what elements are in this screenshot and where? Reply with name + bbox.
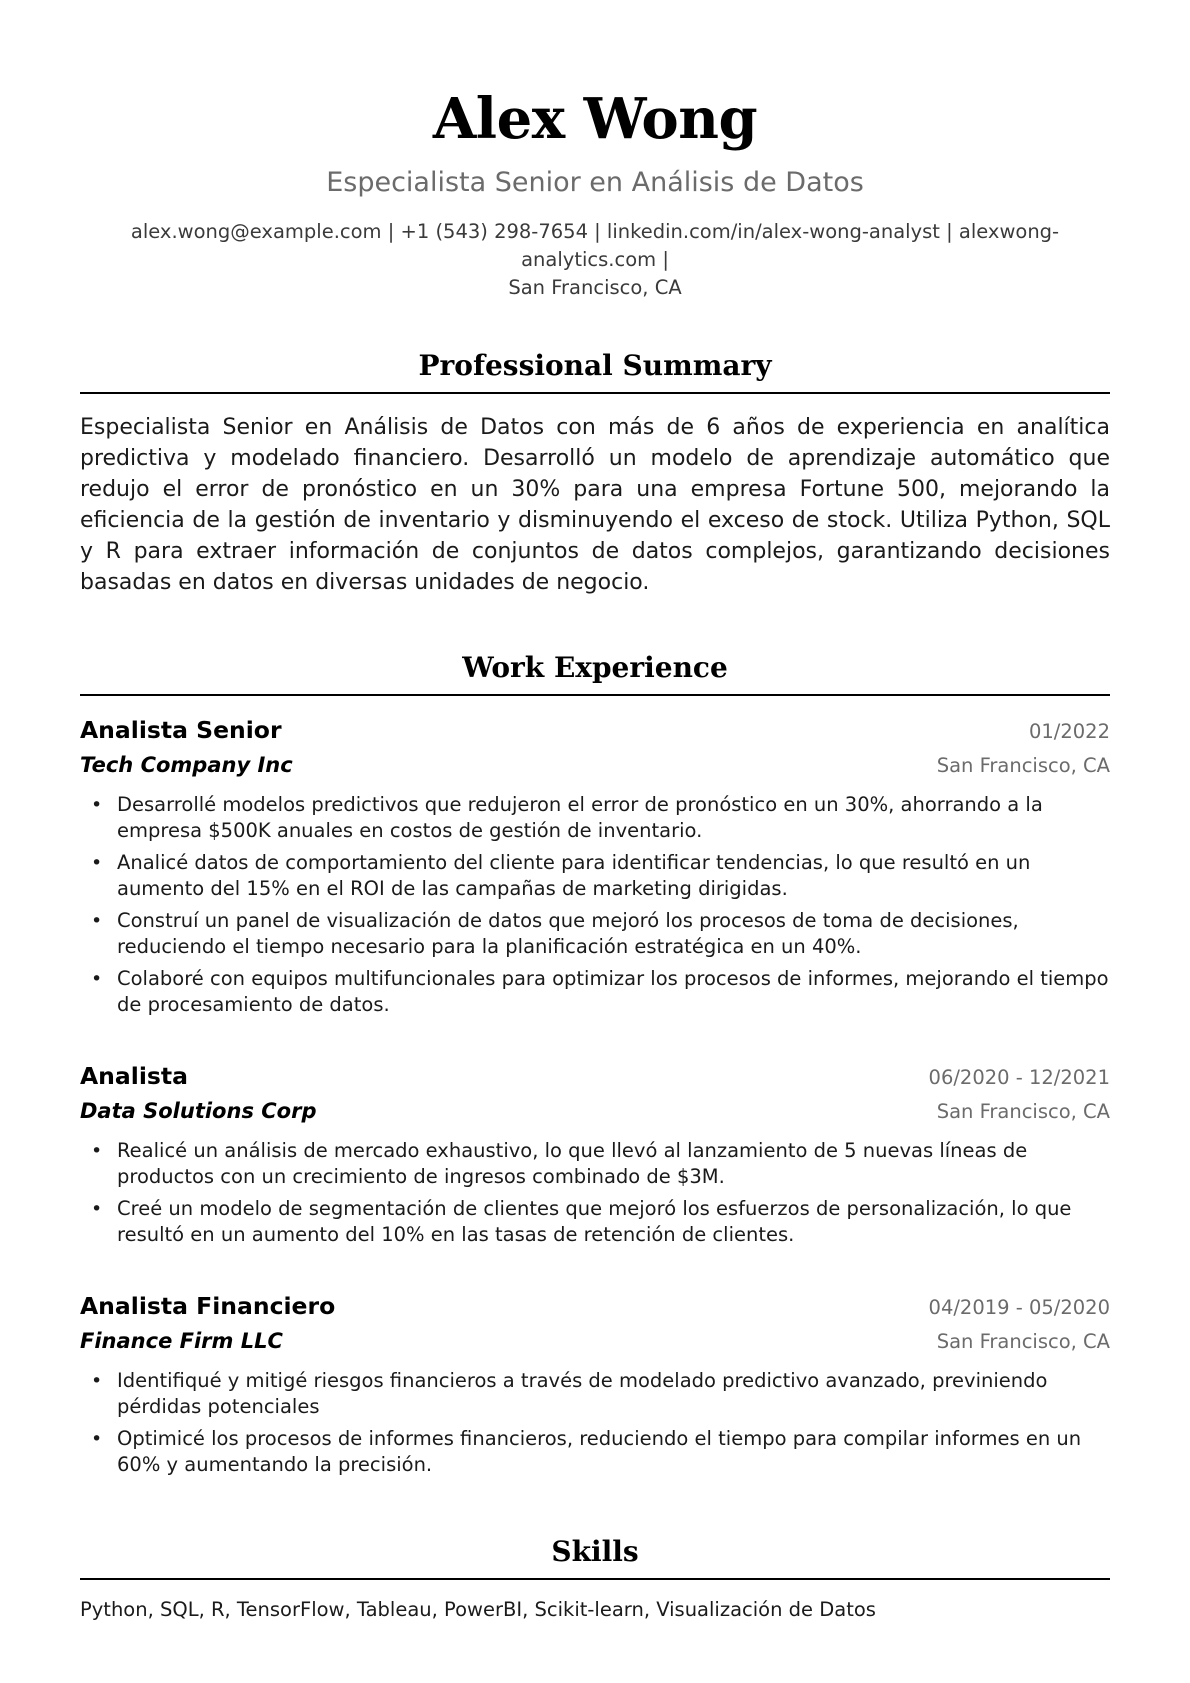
job-bullet	[91, 1426, 1110, 1478]
job-bullet	[91, 1368, 1110, 1420]
work-experience-section-title: Work Experience	[80, 650, 1110, 696]
contact-info	[80, 218, 1110, 302]
job-bullet	[91, 850, 1110, 902]
job-company: Finance Firm LLC	[80, 1329, 283, 1353]
job-bullet	[91, 908, 1110, 960]
skills-list: Python, SQL, R, TensorFlow, Tableau, PowerBI, Scikit-learn, Visualización de Datos	[80, 1598, 876, 1621]
job-bullet-text: Realicé un análisis de mercado exhaustivo, lo que llevó al lanzamiento de 5 nuevas líneas de productos con un crecimiento de ingresos combinado de $3M.	[117, 1139, 1028, 1188]
job-bullet-text: Optimicé los procesos de informes financieros, reduciendo el tiempo para compilar informes en un 60% y aumentando la precisión.	[117, 1427, 1082, 1476]
summary-section-title: Professional Summary	[80, 348, 1110, 394]
contact-line-1: alex.wong@example.com | +1 (543) 298-7654 | linkedin.com/in/alex-wong-analyst | alexwong-analytics.com |	[130, 220, 1060, 271]
job-location: San Francisco, CA	[936, 754, 1110, 777]
contact-line-2: San Francisco, CA	[508, 276, 682, 299]
job-entry	[80, 1290, 1110, 1478]
job-title: Analista	[80, 1062, 188, 1090]
job-company: Data Solutions Corp	[80, 1099, 317, 1123]
job-entry	[80, 714, 1110, 1018]
job-bullet	[91, 792, 1110, 844]
job-bullets	[80, 792, 1110, 1018]
bullet-icon: •	[91, 1370, 103, 1392]
job-location: San Francisco, CA	[936, 1330, 1110, 1353]
job-bullet-text: Creé un modelo de segmentación de clientes que mejoró los esfuerzos de personalización, lo que resultó en un aumento del 10% en las tasas de retención de clientes.	[117, 1197, 1072, 1246]
bullet-icon: •	[91, 1198, 103, 1220]
bullet-icon: •	[91, 1428, 103, 1450]
job-bullet-text: Desarrollé modelos predictivos que redujeron el error de pronóstico en un 30%, ahorrando a la empresa $500K anuales en costos de gestión de inventario.	[117, 793, 1043, 842]
candidate-headline: Especialista Senior en Análisis de Datos	[326, 167, 864, 198]
job-title: Analista Senior	[80, 716, 282, 744]
job-bullet-text: Construí un panel de visualización de datos que mejoró los procesos de toma de decisiones, reduciendo el tiempo necesario para la planificación estratégica en un 40%.	[117, 909, 1019, 958]
job-dates: 01/2022	[1028, 720, 1110, 743]
bullet-icon: •	[91, 1140, 103, 1162]
skills-section-title: Skills	[80, 1534, 1110, 1580]
summary-text: Especialista Senior en Análisis de Datos con más de 6 años de experiencia en analítica predictiva y modelado financiero. Desarrolló un modelo de aprendizaje automático que redujo el error de pronóstico en un 30% para una empresa Fortune 500, mejorando la eficiencia de la gestión de inventario y disminuyendo el exceso de stock. Utiliza Python, SQL y R para extraer información de conjuntos de datos complejos, garantizando decisiones basadas en datos en diversas unidades de negocio.	[80, 415, 1110, 595]
bullet-icon: •	[91, 910, 103, 932]
bullet-icon: •	[91, 794, 103, 816]
work-experience-list	[80, 714, 1110, 1478]
job-bullets	[80, 1138, 1110, 1248]
job-entry	[80, 1060, 1110, 1248]
job-bullet-text: Identifiqué y mitigé riesgos financieros a través de modelado predictivo avanzado, previniendo pérdidas potenciales	[117, 1369, 1048, 1418]
job-title: Analista Financiero	[80, 1292, 336, 1320]
candidate-name: Alex Wong	[432, 86, 758, 152]
job-company: Tech Company Inc	[80, 753, 293, 777]
bullet-icon: •	[91, 968, 103, 990]
job-bullet	[91, 1138, 1110, 1190]
bullet-icon: •	[91, 852, 103, 874]
job-dates: 06/2020 - 12/2021	[928, 1066, 1110, 1089]
job-bullet-text: Analicé datos de comportamiento del cliente para identificar tendencias, lo que resultó en un aumento del 15% en el ROI de las campañas de marketing dirigidas.	[117, 851, 1031, 900]
job-dates: 04/2019 - 05/2020	[928, 1296, 1110, 1319]
job-bullet-text: Colaboré con equipos multifuncionales para optimizar los procesos de informes, mejorando el tiempo de procesamiento de datos.	[117, 967, 1109, 1016]
job-bullets	[80, 1368, 1110, 1478]
job-bullet	[91, 966, 1110, 1018]
job-bullet	[91, 1196, 1110, 1248]
job-location: San Francisco, CA	[936, 1100, 1110, 1123]
